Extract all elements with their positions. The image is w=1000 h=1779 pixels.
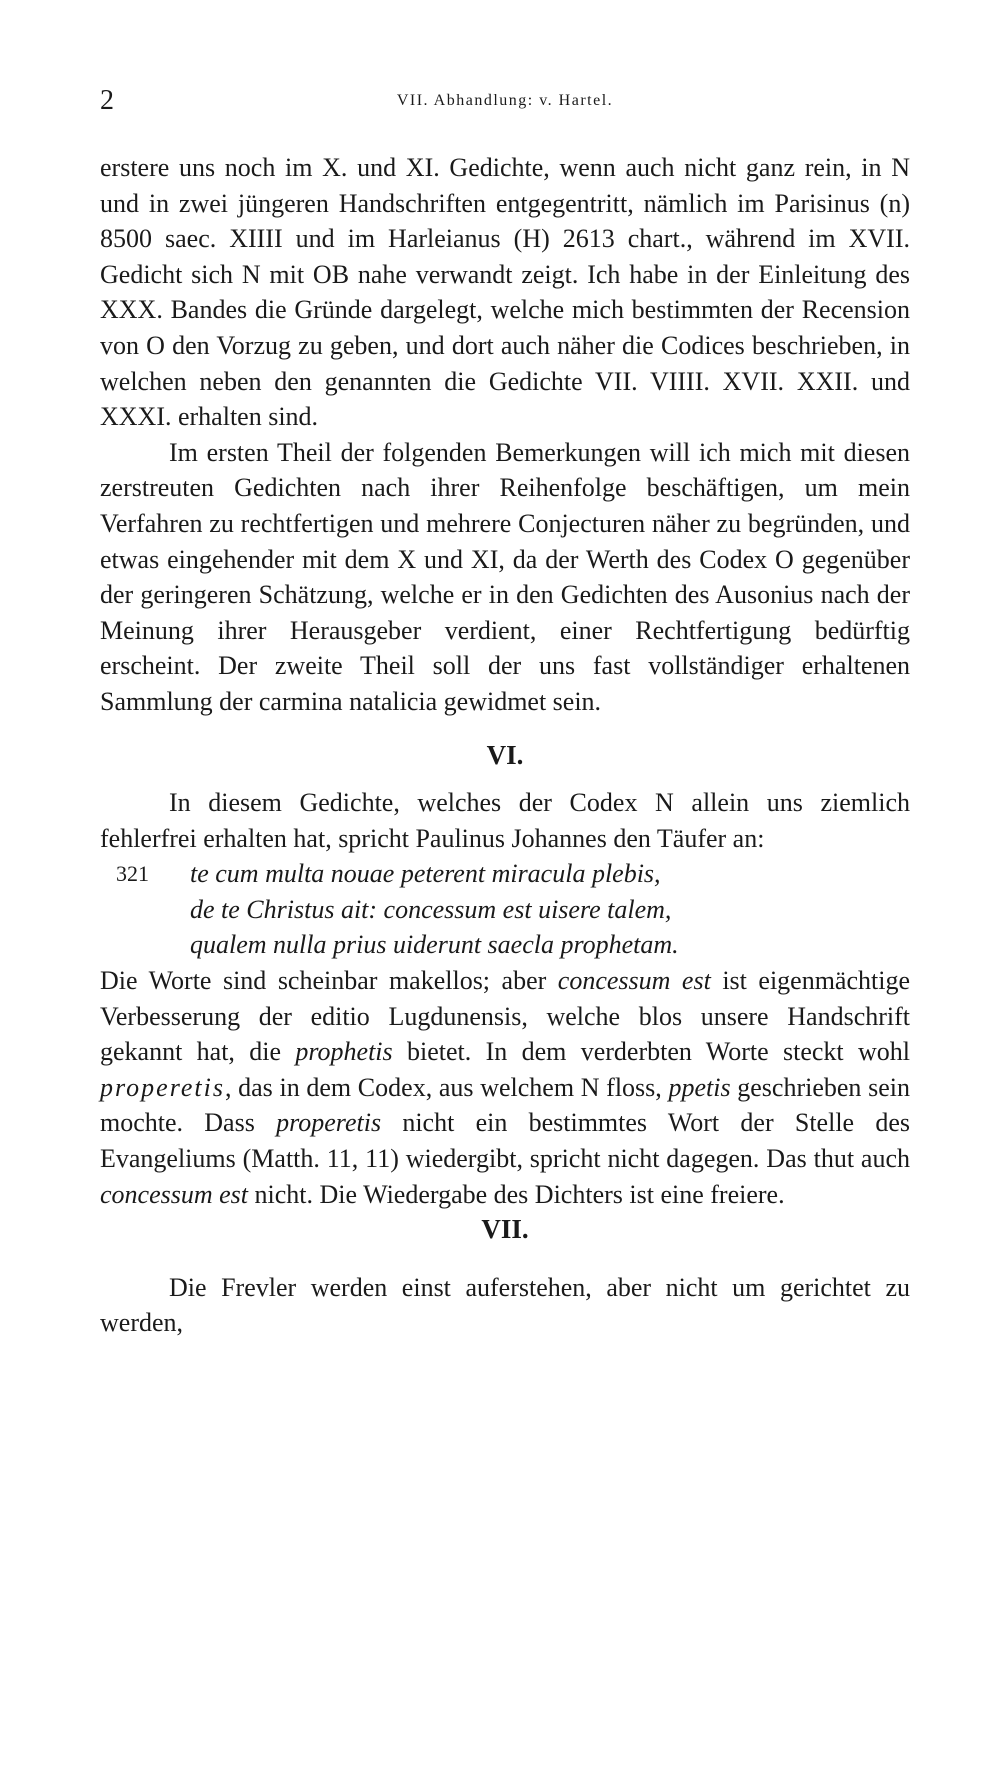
page-header [100, 86, 910, 116]
discussion-text: nicht ein bestimmtes Wort der Stelle des Evangeliums (Matth. 11, 11) wiedergibt, spricht nicht dagegen. Das thut auch [100, 1108, 910, 1174]
body-text [100, 150, 910, 1341]
discussion-italic-term: properetis [100, 1072, 225, 1102]
discussion-text: Die Worte sind scheinbar makellos; aber [100, 966, 558, 996]
page-number: 2 [100, 85, 114, 116]
discussion-italic-term: concessum est [100, 1179, 249, 1209]
discussion-italic-term: properetis [276, 1108, 382, 1138]
verse-line-3: qualem nulla prius uiderunt saecla prophetam. [190, 930, 679, 960]
discussion-text: bietet. In dem verderbten Worte steckt wohl [392, 1037, 910, 1067]
discussion-italic-term: concessum est [557, 966, 711, 996]
section-heading-vii: VII. [481, 1214, 529, 1245]
running-head: VII. Abhandlung: v. Hartel. [396, 92, 614, 109]
paragraph-1: erstere uns noch im X. und XI. Gedichte, wenn auch nicht ganz rein, in N und in zwei jüngeren Handschriften entgegentritt, nämlich im Parisinus (n) 8500 saec. XIIII und im Harleianus (H) 2613 chart., während im XVII. Gedicht sich N mit OB nahe verwandt zeigt. Ich habe in der Einleitung des XXX. Bandes die Gründe dargelegt, welche mich bestimmten der Recension von O den Vorzug zu geben, und dort auch näher die Codices beschrieben, in welchen neben den genannten die Gedichte VII. VIIII. XVII. XXII. und XXXI. erhalten sind. [100, 153, 910, 432]
section-vii-intro: Die Frevler werden einst auferstehen, aber nicht um gerichtet zu werden, [100, 1272, 910, 1338]
discussion-text: ist eigenmächtige Verbesserung der editio Lugdunensis, welche blos unsere Handschrift gekannt hat, die [100, 966, 911, 1067]
discussion-italic-term: prophetis [295, 1037, 393, 1067]
verse-quotation [100, 856, 910, 963]
discussion-text: geschrieben sein mochte. Dass [100, 1072, 910, 1138]
discussion-text: , das in dem Codex, aus welchem N floss, [224, 1072, 669, 1102]
verse-number: 321 [116, 861, 149, 887]
section-heading-vi: VI. [486, 739, 524, 770]
section-vi-discussion [100, 963, 910, 1212]
verse-line-2: de te Christus ait: concessum est uisere talem, [190, 894, 672, 924]
paragraph-2: Im ersten Theil der folgenden Bemerkungen will ich mich mit diesen zerstreuten Gedichten nach ihrer Reihenfolge beschäftigen, um mein Verfahren zu rechtfertigen und mehrere Conjecturen näher zu begründen, und etwas eingehender mit dem X und XI, da der Werth des Codex O gegenüber der geringeren Schätzung, welche er in den Gedichten des Ausonius nach der Meinung ihrer Herausgeber verdient, einer Rechtfertigung bedürftig erscheint. Der zweite Theil soll der uns fast vollständiger erhaltenen Sammlung der carmina natalicia gewidmet sein. [100, 437, 910, 716]
discussion-text: nicht. Die Wiedergabe des Dichters ist eine freiere. [248, 1179, 785, 1209]
section-vi-intro: In diesem Gedichte, welches der Codex N allein uns ziemlich fehlerfrei erhalten hat, spricht Paulinus Johannes den Täufer an: [100, 788, 910, 853]
discussion-italic-term: ppetis [668, 1072, 731, 1102]
verse-line-1: te cum multa nouae peterent miracula plebis, [190, 859, 661, 889]
